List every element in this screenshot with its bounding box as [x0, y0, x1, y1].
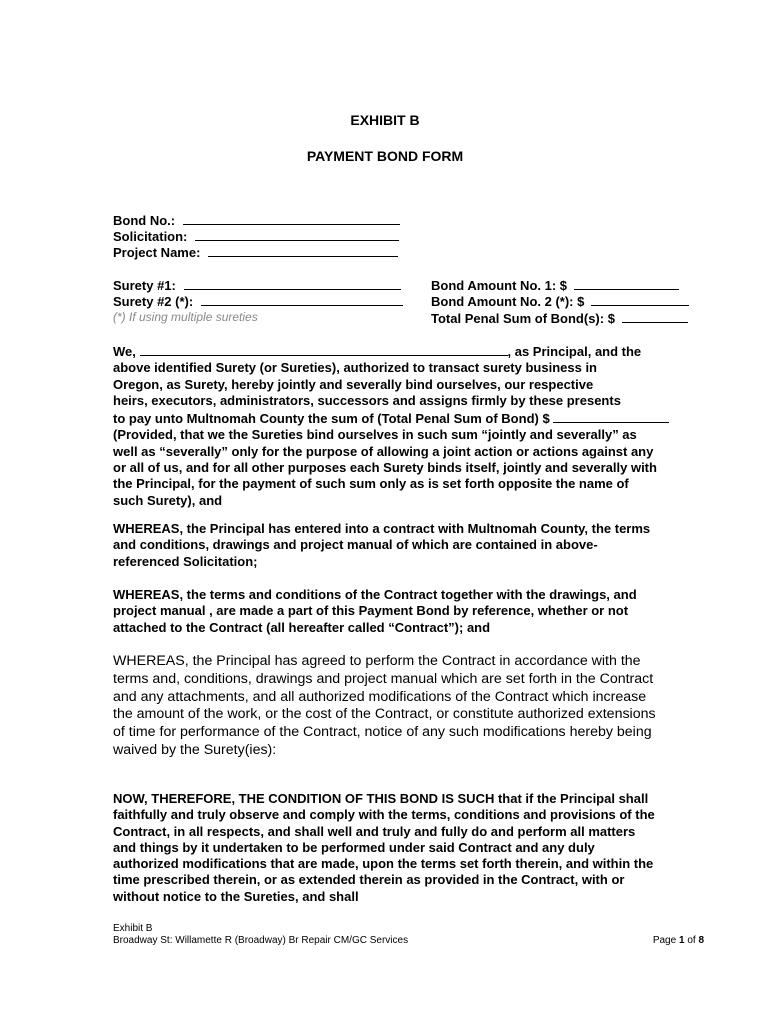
binding-line-3: heirs, executors, administrators, successors and assigns firmly by these presents: [113, 392, 621, 408]
we-label: We,: [113, 344, 136, 359]
penal-sum-line: [113, 409, 661, 427]
whereas-perform-paragraph: WHEREAS, the Principal has agreed to perform the Contract in accordance with the terms and, conditions, drawings and project manual which are set forth in the Contract and any attachments, and all authorized modifications of the Contract which increase the amount of the work, or the cost of the Contract, or constitute authorized extensions of time for performance of the Contract, notice of any such modifications hereby being waived by the Surety(ies):: [113, 653, 656, 758]
bond-amount2-field: [431, 292, 689, 310]
binding-line-1: above identified Surety (or Sureties), authorized to transact surety business in: [113, 360, 597, 376]
principal-suffix: , as Principal, and the: [507, 344, 642, 359]
page-label: Page: [652, 935, 677, 946]
surety1-label: Surety #1:: [113, 278, 176, 293]
page-number: 1: [678, 935, 685, 946]
whereas-terms-paragraph: WHEREAS, the terms and conditions of the Contract together with the drawings, and project manual , are made a part of this Payment Bond by reference, whether or not attached to the Contract (all hereafter called “Contract”); and: [113, 587, 637, 635]
surety2-field: [113, 292, 403, 310]
whereas-contract-paragraph: WHEREAS, the Principal has entered into a contract with Multnomah County, the terms and conditions, drawings and project manual of which are contained in above-referenced Solicitation;: [113, 521, 651, 569]
binding-line-2: Oregon, as Surety, hereby jointly and severally bind ourselves, our respective: [113, 376, 594, 392]
principal-name-line[interactable]: [140, 342, 508, 356]
page-indicator: [653, 935, 704, 946]
footer-project: Broadway St: Willamette R (Broadway) Br Repair CM/GC Services: [113, 935, 409, 946]
binding-paragraph: [113, 342, 661, 509]
page-of: of: [687, 935, 696, 946]
surety1-line[interactable]: [184, 276, 401, 290]
bond-amount1-label: Bond Amount No. 1: $: [431, 278, 568, 293]
project-name-field: [113, 243, 398, 261]
project-name-label: Project Name:: [113, 245, 201, 260]
bond-no-label: Bond No.:: [113, 213, 176, 228]
principal-line: [113, 342, 661, 360]
project-name-line[interactable]: [208, 243, 398, 257]
binding-rest: (Provided, that we the Sureties bind ourselves in such sum “jointly and severally” as well as “severally” only for the purpose of allowing a joint action or actions against any or all of us, and for all other purposes each Surety binds itself, jointly and severally with the Principal, for the payment of such sum only as is set forth opposite the name of such Surety), and: [113, 427, 657, 508]
total-penal-line[interactable]: [622, 309, 688, 323]
total-penal-label: Total Penal Sum of Bond(s): $: [431, 311, 615, 326]
multiple-sureties-note: (*) If using multiple sureties: [113, 310, 258, 324]
penal-sum-text: to pay unto Multnomah County the sum of (Total Penal Sum of Bond) $: [113, 411, 550, 427]
bond-no-line[interactable]: [183, 211, 400, 225]
total-penal-field: [431, 309, 688, 327]
footer-exhibit: Exhibit B: [113, 923, 153, 934]
penal-sum-blank[interactable]: [553, 409, 669, 423]
bond-amount1-line[interactable]: [574, 276, 679, 290]
surety2-line[interactable]: [201, 292, 403, 306]
form-title: PAYMENT BOND FORM: [306, 148, 464, 164]
page-total: 8: [698, 935, 704, 946]
solicitation-label: Solicitation:: [113, 229, 188, 244]
solicitation-line[interactable]: [195, 227, 399, 241]
exhibit-heading: EXHIBIT B: [350, 112, 420, 128]
condition-paragraph: NOW, THEREFORE, THE CONDITION OF THIS BOND IS SUCH that if the Principal shall faithfully and truly observe and comply with the terms, conditions and provisions of the Contract, in all respects, and shall well and truly and fully do and perform all matters and things by it undertaken to be performed under said Contract and any duly authorized modifications that are made, upon the terms set forth therein, and within the time prescribed therein, or as extended therein as provided in the Contract, with or without notice to the Sureties, and shall: [113, 791, 655, 904]
bond-amount2-line[interactable]: [591, 292, 689, 306]
surety2-label: Surety #2 (*):: [113, 294, 194, 309]
bond-amount2-label: Bond Amount No. 2 (*): $: [431, 294, 585, 309]
